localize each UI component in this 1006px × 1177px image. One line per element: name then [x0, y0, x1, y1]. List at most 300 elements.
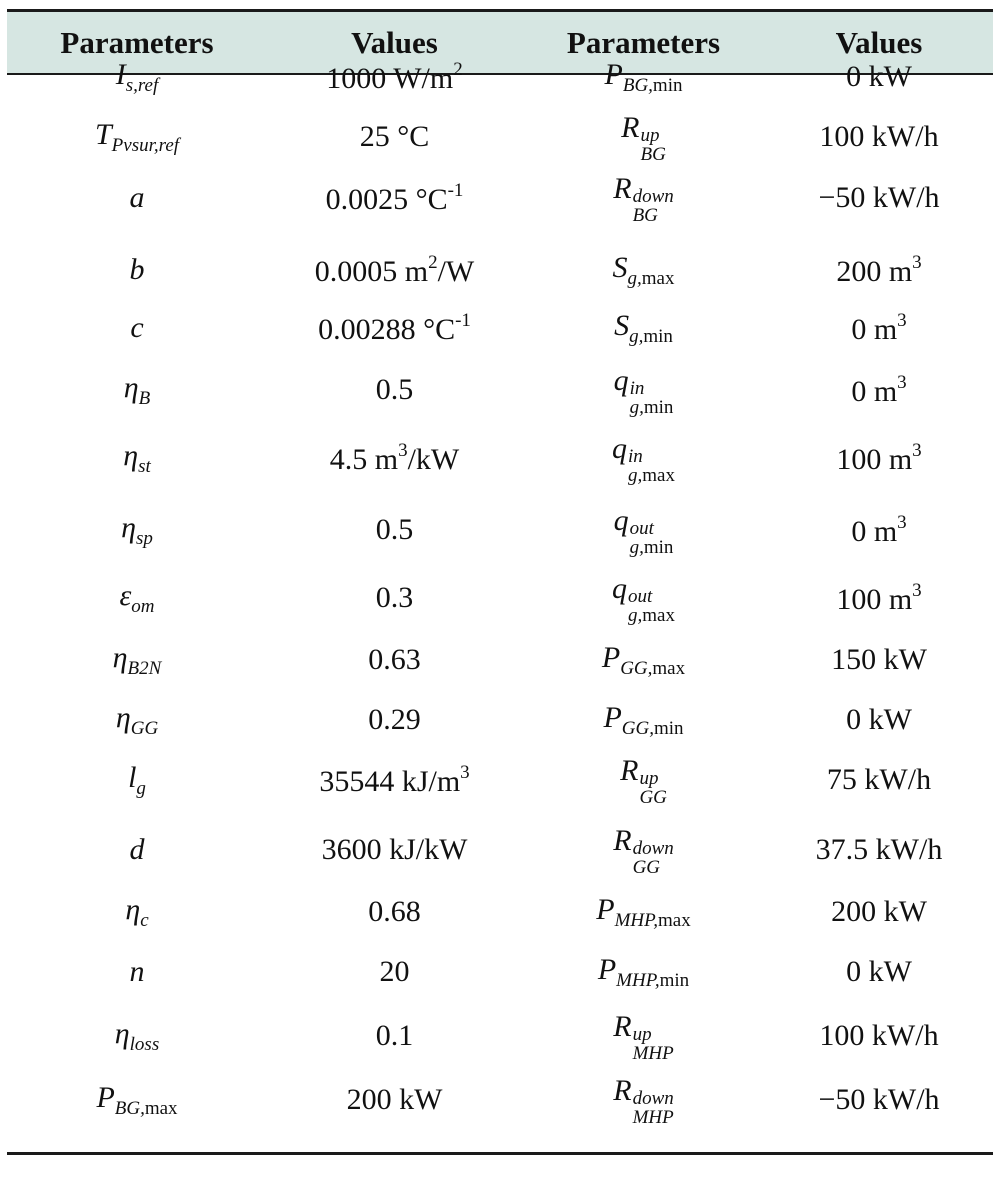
parameter-value — [851, 512, 906, 549]
cell-parameter-2 — [522, 750, 765, 810]
parameter-value — [376, 581, 414, 615]
cell-parameter-2 — [522, 428, 765, 488]
value-text: 0 m — [851, 374, 898, 408]
parameter-value — [819, 1019, 938, 1053]
header-values-2: Values — [835, 24, 923, 60]
value-text: 100 kW/h — [819, 120, 939, 153]
symbol-superscript: up — [640, 124, 660, 146]
parameter-symbol — [96, 1081, 177, 1120]
parameter-value — [819, 120, 938, 154]
symbol-subscript — [136, 778, 146, 799]
cell-parameter-1 — [7, 1070, 267, 1130]
parameter-symbol — [613, 1074, 674, 1127]
symbol-subscript-italic: MHP — [632, 1042, 674, 1064]
symbol-subscript-roman: min — [643, 325, 673, 347]
cell-value-1 — [267, 820, 522, 880]
symbol-subscript — [128, 658, 162, 679]
cell-parameter-2 — [522, 107, 765, 167]
symbol-subscript-italic: GG — [632, 856, 661, 878]
symbol-base: R — [613, 171, 632, 205]
parameter-value — [818, 1083, 939, 1117]
symbol-base: S — [614, 308, 630, 342]
symbol-scripts — [630, 519, 674, 557]
symbol-base: R — [613, 823, 632, 857]
parameter-symbol — [115, 1017, 159, 1056]
cell-value-2 — [765, 568, 993, 628]
symbol-subscript — [623, 75, 683, 96]
parameter-symbol — [614, 504, 674, 557]
symbol-subscript-roman: max — [658, 909, 691, 931]
parameter-symbol — [605, 58, 683, 97]
symbol-scripts — [630, 379, 674, 417]
header-parameters-1: Parameters — [60, 24, 214, 60]
cell-parameter-1 — [7, 750, 267, 810]
parameter-value — [851, 372, 906, 409]
parameter-symbol — [119, 579, 154, 618]
table-row — [7, 500, 993, 560]
parameter-value — [380, 955, 410, 989]
cell-value-2 — [765, 500, 993, 560]
value-text: 0.5 — [375, 513, 414, 546]
value-text: 0 kW — [846, 703, 912, 736]
symbol-base: P — [596, 892, 615, 926]
value-text: 25 °C — [359, 120, 430, 153]
symbol-base: q — [612, 571, 628, 605]
value-text: 0.5 — [375, 373, 414, 406]
symbol-subscript-italic: GG — [130, 717, 159, 739]
parameter-value — [326, 59, 462, 96]
symbol-subscript-italic: GG, — [621, 717, 654, 739]
symbol-base: R — [621, 110, 640, 144]
symbol-subscript-italic: g, — [627, 267, 642, 289]
parameter-symbol — [620, 754, 667, 807]
parameter-symbol — [125, 893, 148, 932]
table-row — [7, 750, 993, 810]
symbol-base: P — [96, 1080, 115, 1114]
symbol-subscript — [639, 788, 666, 807]
symbol-scripts — [641, 126, 666, 164]
symbol-superscript: up — [632, 1023, 652, 1045]
symbol-subscript-roman: max — [641, 267, 675, 289]
symbol-subscript-italic: st — [138, 455, 151, 477]
cell-value-1 — [267, 47, 522, 107]
value-text: −50 kW/h — [818, 1083, 940, 1116]
symbol-subscript-italic: MHP — [632, 1106, 674, 1128]
symbol-subscript-italic: g, — [628, 464, 643, 486]
table-row — [7, 1070, 993, 1130]
symbol-subscript-italic: om — [131, 595, 155, 617]
parameter-value — [376, 1019, 414, 1053]
symbol-subscript — [112, 135, 179, 156]
symbol-subscript-italic: B2N — [127, 657, 162, 679]
parameter-value — [846, 60, 912, 94]
parameter-symbol — [130, 253, 145, 287]
symbol-subscript — [616, 970, 689, 991]
parameter-symbol — [116, 58, 159, 97]
parameter-symbol — [130, 181, 145, 215]
table-row — [7, 630, 993, 690]
symbol-subscript-roman: min — [659, 969, 690, 991]
symbol-base: η — [123, 438, 139, 472]
value-text: 0.3 — [375, 581, 414, 614]
symbol-base: P — [604, 57, 623, 91]
value-exponent: 3 — [912, 439, 922, 461]
cell-parameter-1 — [7, 630, 267, 690]
value-text: 0.29 — [368, 703, 421, 736]
symbol-base: S — [612, 250, 628, 284]
parameter-symbol — [124, 371, 151, 410]
table-row — [7, 168, 993, 228]
symbol-superscript: down — [632, 837, 674, 859]
symbol-base: η — [125, 892, 141, 926]
cell-parameter-1 — [7, 568, 267, 628]
symbol-base: c — [130, 311, 144, 344]
symbol-subscript-roman: min — [643, 536, 674, 558]
cell-parameter-1 — [7, 428, 267, 488]
value-text: 0 kW — [846, 955, 912, 988]
symbol-superscript: out — [628, 585, 653, 607]
cell-parameter-2 — [522, 820, 765, 880]
symbol-subscript — [140, 910, 148, 931]
symbol-base: a — [129, 181, 145, 214]
parameter-symbol — [602, 641, 685, 680]
parameter-symbol — [95, 118, 179, 157]
value-text: 20 — [379, 955, 410, 988]
table-row — [7, 360, 993, 420]
cell-parameter-1 — [7, 107, 267, 167]
symbol-subscript — [641, 145, 666, 164]
cell-parameter-2 — [522, 630, 765, 690]
symbol-base: R — [613, 1009, 632, 1043]
cell-parameter-1 — [7, 298, 267, 358]
parameter-value — [818, 181, 939, 215]
table-row — [7, 428, 993, 488]
table-row — [7, 1006, 993, 1066]
symbol-subscript — [633, 1044, 674, 1063]
cell-value-2 — [765, 942, 993, 1002]
value-text: 4.5 m — [329, 442, 399, 476]
symbol-base: ε — [119, 578, 132, 612]
value-text: 0.63 — [368, 643, 421, 676]
value-exponent: 3 — [897, 371, 907, 393]
symbol-subscript-italic: B — [138, 387, 151, 409]
table-row — [7, 942, 993, 1002]
table-row — [7, 690, 993, 750]
symbol-subscript-italic: g, — [629, 396, 644, 418]
parameter-value — [326, 180, 464, 217]
symbol-subscript — [628, 606, 675, 625]
value-unit-suffix: /kW — [407, 442, 460, 476]
value-text: 100 m — [836, 582, 913, 616]
value-exponent: -1 — [447, 179, 464, 201]
table-row — [7, 820, 993, 880]
value-exponent: -1 — [455, 309, 471, 331]
parameter-symbol — [130, 833, 145, 867]
cell-value-2 — [765, 630, 993, 690]
parameter-symbol — [613, 172, 674, 225]
symbol-subscript-italic: BG — [640, 143, 666, 165]
parameter-value — [347, 1083, 443, 1117]
symbol-subscript-roman: max — [652, 657, 686, 679]
symbol-subscript — [630, 538, 674, 557]
value-text: 0.0025 °C — [325, 182, 448, 216]
symbol-subscript — [628, 268, 675, 289]
cell-value-1 — [267, 630, 522, 690]
cell-parameter-2 — [522, 882, 765, 942]
symbol-base: R — [620, 753, 639, 787]
bottom-rule — [7, 1152, 993, 1155]
table-row — [7, 882, 993, 942]
value-text: 200 kW — [831, 895, 927, 928]
cell-parameter-2 — [522, 1070, 765, 1130]
symbol-base: q — [612, 431, 628, 465]
symbol-subscript-italic: g, — [629, 536, 644, 558]
cell-value-2 — [765, 298, 993, 358]
value-text: 150 kW — [831, 643, 927, 676]
symbol-subscript-italic: MHP, — [614, 909, 659, 931]
cell-value-1 — [267, 690, 522, 750]
cell-value-1 — [267, 107, 522, 167]
value-exponent: 3 — [897, 511, 907, 533]
symbol-subscript — [136, 528, 153, 549]
symbol-subscript-roman: min — [652, 74, 683, 96]
symbol-scripts — [633, 1089, 674, 1127]
table-row — [7, 47, 993, 107]
cell-parameter-2 — [522, 240, 765, 300]
parameter-symbol — [612, 432, 675, 485]
value-text: −50 kW/h — [818, 181, 940, 214]
symbol-subscript-italic: sp — [135, 527, 153, 549]
table-row — [7, 240, 993, 300]
parameter-value — [827, 763, 931, 797]
symbol-subscript — [622, 718, 684, 739]
parameter-symbol — [130, 311, 143, 345]
parameter-symbol — [614, 364, 674, 417]
symbol-subscript — [126, 75, 159, 96]
symbol-subscript — [139, 388, 151, 409]
symbol-subscript — [630, 398, 674, 417]
symbol-subscript — [130, 1034, 160, 1055]
symbol-base: I — [115, 57, 126, 91]
cell-value-2 — [765, 168, 993, 228]
cell-value-1 — [267, 750, 522, 810]
header-parameters-2: Parameters — [566, 24, 721, 60]
cell-parameter-1 — [7, 882, 267, 942]
parameter-symbol — [596, 893, 691, 932]
symbol-base: η — [114, 1016, 130, 1050]
cell-value-1 — [267, 942, 522, 1002]
parameter-symbol — [612, 572, 675, 625]
cell-parameter-2 — [522, 568, 765, 628]
value-exponent: 3 — [897, 309, 907, 331]
cell-parameter-1 — [7, 360, 267, 420]
value-text: 100 kW/h — [819, 1019, 939, 1052]
parameter-value — [831, 895, 927, 929]
symbol-subscript — [633, 206, 674, 225]
parameter-value — [851, 310, 906, 347]
symbol-subscript — [628, 466, 675, 485]
value-text: 0 m — [851, 312, 898, 346]
parameter-symbol — [613, 251, 675, 290]
cell-value-2 — [765, 820, 993, 880]
parameter-value — [376, 373, 414, 407]
value-text: 3600 kJ/kW — [321, 833, 468, 866]
symbol-subscript-italic: g, — [629, 325, 644, 347]
value-text: 0.1 — [375, 1019, 414, 1052]
value-text: 0.68 — [368, 895, 421, 928]
parameter-value — [836, 580, 921, 617]
value-text: 37.5 kW/h — [815, 833, 943, 866]
parameter-value — [315, 252, 475, 289]
symbol-scripts — [628, 447, 675, 485]
cell-parameter-2 — [522, 298, 765, 358]
parameter-value — [846, 955, 912, 989]
value-exponent: 3 — [912, 251, 922, 273]
symbol-superscript: out — [629, 517, 654, 539]
symbol-scripts — [633, 187, 674, 225]
symbol-subscript-italic: c — [140, 909, 149, 931]
symbol-subscript-italic: Pvsur,ref — [111, 134, 180, 156]
cell-value-1 — [267, 568, 522, 628]
parameter-symbol — [113, 641, 162, 680]
cell-value-1 — [267, 1006, 522, 1066]
symbol-subscript-italic: BG, — [114, 1097, 145, 1119]
symbol-superscript: in — [628, 445, 643, 467]
symbol-base: l — [128, 760, 137, 794]
symbol-subscript — [620, 658, 685, 679]
cell-parameter-1 — [7, 168, 267, 228]
symbol-base: P — [603, 700, 622, 734]
cell-parameter-2 — [522, 942, 765, 1002]
value-text: 75 kW/h — [826, 763, 932, 796]
cell-value-1 — [267, 168, 522, 228]
parameter-value — [368, 703, 421, 737]
symbol-base: P — [601, 640, 621, 674]
cell-value-2 — [765, 882, 993, 942]
symbol-subscript-roman: min — [653, 717, 684, 739]
cell-parameter-1 — [7, 240, 267, 300]
cell-parameter-2 — [522, 168, 765, 228]
parameter-symbol — [598, 953, 689, 992]
symbol-subscript-italic: g, — [628, 604, 643, 626]
symbol-base: R — [613, 1073, 632, 1107]
parameter-value — [322, 833, 468, 867]
symbol-subscript-italic: GG — [639, 786, 667, 808]
cell-value-1 — [267, 882, 522, 942]
cell-value-2 — [765, 750, 993, 810]
symbol-subscript-italic: BG, — [622, 74, 653, 96]
symbol-subscript — [138, 456, 151, 477]
symbol-base: b — [129, 253, 145, 286]
symbol-subscript-italic: GG, — [620, 657, 653, 679]
cell-value-2 — [765, 428, 993, 488]
symbol-base: q — [613, 503, 629, 537]
value-text: 0.0005 m — [314, 254, 429, 288]
symbol-scripts — [633, 839, 674, 877]
parameter-symbol — [116, 701, 158, 740]
symbol-subscript — [131, 718, 158, 739]
symbol-base: q — [613, 363, 629, 397]
parameter-value — [368, 643, 421, 677]
cell-parameter-1 — [7, 1006, 267, 1066]
value-text: 200 kW — [346, 1083, 443, 1116]
parameter-symbol — [128, 761, 146, 800]
value-exponent: 3 — [912, 579, 922, 601]
table-row — [7, 568, 993, 628]
symbol-scripts — [628, 587, 675, 625]
symbol-base: η — [123, 370, 139, 404]
symbol-subscript-roman: max — [642, 464, 675, 486]
symbol-subscript-italic: MHP, — [616, 969, 660, 991]
table-row — [7, 298, 993, 358]
cell-value-1 — [267, 428, 522, 488]
symbol-subscript-roman: min — [643, 396, 674, 418]
value-exponent: 2 — [428, 251, 438, 273]
symbol-subscript-italic: s,ref — [125, 74, 159, 96]
value-exponent: 3 — [398, 439, 408, 461]
symbol-base: η — [121, 510, 136, 544]
value-text: 0 kW — [846, 60, 912, 93]
value-text: 200 m — [836, 254, 913, 288]
cell-value-2 — [765, 1070, 993, 1130]
parameter-symbol — [613, 1010, 673, 1063]
value-text: 0.00288 °C — [318, 312, 456, 346]
cell-parameter-1 — [7, 47, 267, 107]
cell-value-2 — [765, 690, 993, 750]
value-exponent: 2 — [453, 58, 463, 80]
cell-value-1 — [267, 500, 522, 560]
cell-parameter-2 — [522, 47, 765, 107]
symbol-base: d — [129, 833, 145, 866]
cell-value-1 — [267, 1070, 522, 1130]
symbol-superscript: up — [639, 767, 659, 789]
parameter-symbol — [603, 701, 683, 740]
cell-parameter-1 — [7, 820, 267, 880]
symbol-superscript: down — [632, 185, 674, 207]
cell-parameter-2 — [522, 690, 765, 750]
parameter-value — [318, 310, 471, 347]
cell-value-2 — [765, 1006, 993, 1066]
symbol-subscript — [115, 1098, 178, 1119]
cell-value-2 — [765, 107, 993, 167]
parameter-symbol — [613, 824, 674, 877]
value-text: 0 m — [851, 514, 898, 548]
parameter-symbol — [121, 511, 153, 550]
cell-parameter-1 — [7, 942, 267, 1002]
symbol-subscript-italic: loss — [129, 1033, 160, 1055]
parameter-symbol — [123, 439, 151, 478]
table-row — [7, 107, 993, 167]
symbol-subscript-italic: BG — [632, 204, 658, 226]
symbol-superscript: down — [632, 1087, 674, 1109]
symbol-base: n — [129, 955, 145, 988]
parameter-symbol — [621, 111, 666, 164]
symbol-base: η — [115, 700, 131, 734]
parameter-symbol — [614, 309, 673, 348]
parameter-value — [836, 440, 921, 477]
symbol-subscript — [629, 326, 673, 347]
symbol-subscript-roman: max — [642, 604, 675, 626]
symbol-base: η — [112, 640, 128, 674]
symbol-scripts — [639, 769, 666, 807]
parameter-value — [376, 513, 414, 547]
cell-value-2 — [765, 240, 993, 300]
symbol-subscript — [633, 858, 674, 877]
parameter-value — [836, 252, 921, 289]
parameter-value — [330, 440, 460, 477]
value-text: 100 m — [836, 442, 913, 476]
parameter-symbol — [130, 955, 145, 989]
